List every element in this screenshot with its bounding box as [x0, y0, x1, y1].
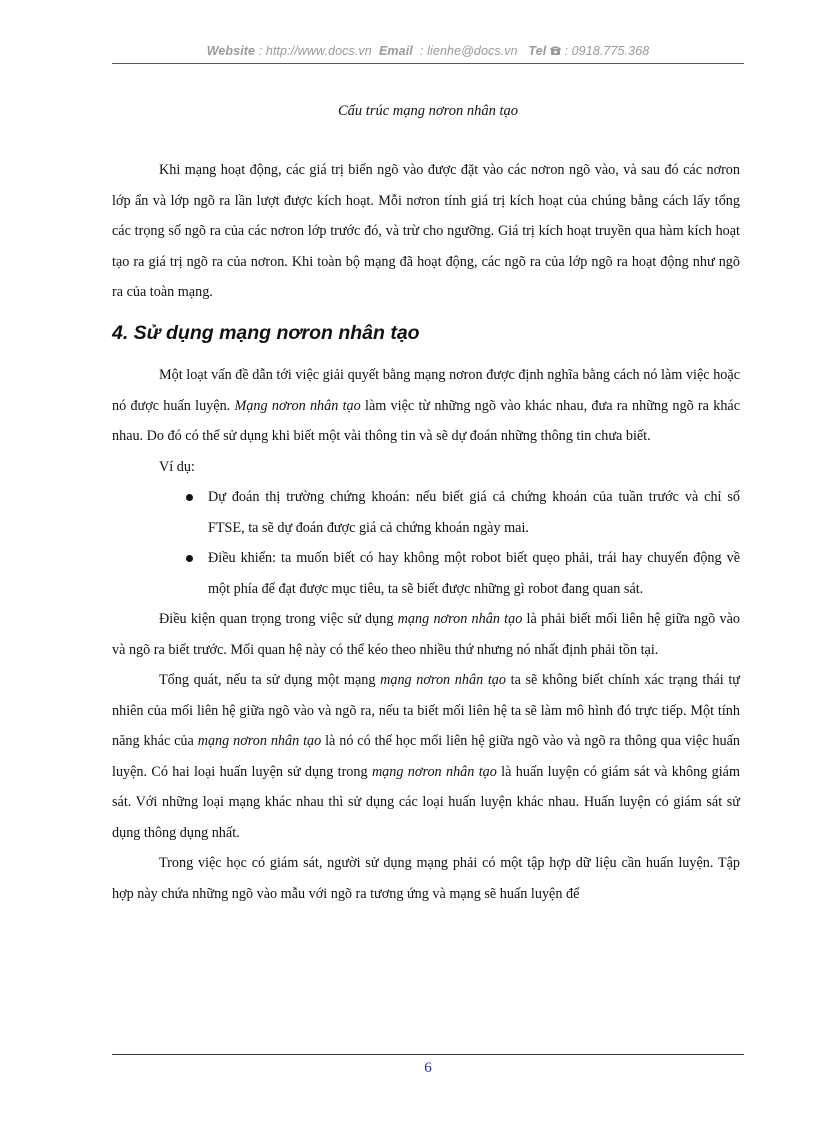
phone-icon — [550, 44, 561, 58]
paragraph-2-text-a: Một loạt vấn đề dẫn tới việc giải quyết bằng mạng nơron được định nghĩa bằng cách nó làm việc hoặc nó được huấn luyện. — [112, 367, 740, 414]
bullet-icon — [186, 494, 193, 501]
paragraph-1-block — [112, 155, 740, 308]
tel-label: Tel — [528, 44, 547, 58]
page-number: 6 — [424, 1060, 432, 1076]
tel-value: : 0918.775.368 — [564, 44, 650, 58]
section-heading: 4. Sử dụng mạng nơron nhân tạo — [112, 322, 420, 344]
paragraph-4-text-b: ta sẽ không biết chính xác trạng thái tự nhiên của mối liên hệ giữa ngõ vào và ngõ ra, nếu ta biết mối liên hệ ta sẽ làm mô hình đó trực tiếp. Một tính năng khác của — [112, 672, 740, 749]
example-label: Ví dụ: — [159, 458, 195, 475]
example-list — [112, 482, 740, 604]
paragraph-3 — [112, 604, 740, 665]
bullet-icon — [186, 555, 193, 562]
paragraph-3-text-b: là phải biết mối liên hệ giữa ngõ vào và ngõ ra biết trước. Mối quan hệ này có thể kéo theo nhiều thứ nhưng nó nhất định phải tồn tại. — [112, 611, 740, 658]
page-header — [112, 44, 744, 58]
figure-caption: Cấu trúc mạng nơron nhân tạo — [338, 103, 518, 119]
paragraph-4-text-c: là nó có thể học mối liên hệ giữa ngõ vào và ngõ ra thông qua việc huấn luyện. Có hai loại huấn luyện sử dụng trong — [112, 733, 740, 780]
paragraph-2-emphasis: Mạng nơron nhân tạo — [234, 397, 361, 414]
list-item-text: Điều khiển: ta muốn biết có hay không một robot biết quẹo phải, trái hay chuyển động về một phía để đạt được mục tiêu, ta sẽ biết được những gì robot đang quan sát. — [208, 550, 740, 597]
paragraph-2-text-b: làm việc từ những ngõ vào khác nhau, đưa ra những ngõ ra khác nhau. Do đó có thể sử dụng khi biết một vài thông tin và sẽ dự đoán những thông tin chưa biết. — [112, 397, 741, 444]
paragraph-1: Khi mạng hoạt động, các giá trị biến ngõ vào được đặt vào các nơron ngõ vào, và sau đó các nơron lớp ẩn và lớp ngõ ra lần lượt được kích hoạt. Mỗi nơron tính giá trị kích hoạt của chúng bằng cách lấy tổng các trọng số ngõ ra của các nơron lớp trước đó, và trừ cho ngưỡng. Giá trị kích hoạt truyền qua hàm kích hoạt tạo ra giá trị ngõ ra của nơron. Khi toàn bộ mạng đã hoạt động, các ngõ ra của lớp ngõ ra hoạt động như ngõ ra của toàn mạng. — [112, 162, 740, 300]
email-label: Email — [379, 44, 413, 58]
list-item — [112, 482, 740, 543]
website-value: : http://www.docs.vn — [258, 44, 372, 58]
website-label: Website — [206, 44, 256, 58]
paragraph-5: Trong việc học có giám sát, người sử dụng mạng phải có một tập hợp dữ liệu cần huấn luyện. Tập hợp này chứa những ngõ vào mẫu với ngõ ra tương ứng và mạng sẽ huấn luyện để — [112, 855, 740, 902]
paragraph-3-text-a: Điều kiện quan trọng trong việc sử dụng — [159, 611, 398, 627]
paragraph-3-emphasis: mạng nơron nhân tạo — [397, 611, 523, 627]
paragraph-4-emphasis-3: mạng nơron nhân tạo — [371, 763, 497, 780]
paragraph-4 — [112, 665, 740, 848]
list-item — [112, 543, 740, 604]
list-item-text: Dự đoán thị trường chứng khoán: nếu biết giá cả chứng khoán của tuần trước và chỉ số FTSE, ta sẽ dự đoán được giá cả chứng khoán ngày mai. — [208, 489, 740, 536]
section-body — [112, 360, 740, 909]
footer-divider — [112, 1054, 744, 1055]
paragraph-4-emphasis-2: mạng nơron nhân tạo — [197, 733, 322, 749]
header-divider — [112, 63, 744, 64]
paragraph-4-text-a: Tổng quát, nếu ta sử dụng một mạng — [159, 672, 381, 688]
paragraph-2 — [112, 360, 740, 452]
paragraph-4-text-d: là huấn luyện có giám sát và không giám sát. Với những loại mạng khác nhau thì sử dụng các loại huấn luyện khác nhau. Huấn luyện có giám sát sử dụng thông dụng nhất. — [112, 763, 740, 841]
paragraph-4-emphasis-1: mạng nơron nhân tạo — [380, 672, 506, 688]
email-value: : lienhe@docs.vn — [420, 44, 518, 58]
